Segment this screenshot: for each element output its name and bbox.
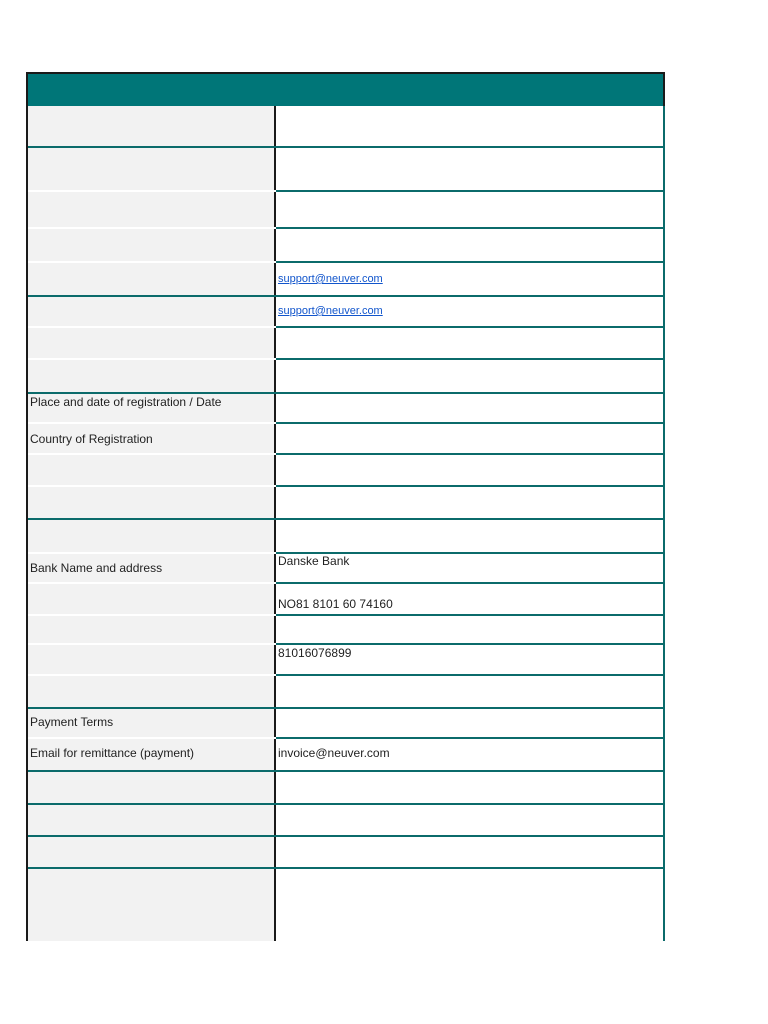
form-label-cell: [28, 676, 276, 707]
form-value-cell[interactable]: [276, 487, 663, 518]
form-row-13: [28, 520, 663, 552]
form-label-cell: [28, 584, 276, 614]
form-row-17: [28, 645, 663, 674]
remittance-email-value: invoice@neuver.com: [278, 746, 390, 760]
form-row-14: [28, 554, 663, 582]
form-label-cell: [28, 487, 276, 518]
form-value-cell[interactable]: [276, 229, 663, 261]
form-value-cell[interactable]: [276, 328, 663, 358]
form-label: Bank Name and address: [30, 561, 163, 575]
form-label: Country of Registration: [30, 432, 153, 446]
form-row-24: [28, 869, 663, 941]
form-value-cell[interactable]: [276, 676, 663, 707]
form-label-cell: [28, 739, 276, 770]
form-row-20: [28, 739, 663, 770]
form-row-21: [28, 772, 663, 803]
form-label-cell: [28, 424, 276, 453]
form-value-cell[interactable]: [276, 148, 663, 190]
form-value-cell[interactable]: [276, 584, 663, 614]
form-label-cell: [28, 394, 276, 422]
form-value-cell[interactable]: [276, 455, 663, 485]
table-right-border: [663, 106, 665, 941]
form-label-cell: [28, 106, 276, 146]
form-row-6: [28, 297, 663, 326]
form-label-cell: [28, 360, 276, 392]
form-label-cell: [28, 772, 276, 803]
form-row-12: [28, 487, 663, 518]
form-value-cell[interactable]: [276, 520, 663, 552]
form-row-10: [28, 424, 663, 453]
form-value-cell[interactable]: [276, 837, 663, 867]
support-email-link[interactable]: support@neuver.com: [278, 273, 383, 285]
form-value-cell[interactable]: [276, 805, 663, 835]
form-value-cell[interactable]: [276, 263, 663, 295]
form-label-cell: [28, 709, 276, 737]
form-row-1: [28, 106, 663, 146]
form-label: Email for remittance (payment): [30, 746, 195, 760]
form-value-cell[interactable]: [276, 772, 663, 803]
form-label-cell: [28, 805, 276, 835]
account-number-value: 81016076899: [278, 646, 352, 660]
form-value-cell[interactable]: [276, 554, 663, 582]
form-value-cell[interactable]: [276, 297, 663, 326]
bank-name-value: Danske Bank: [278, 554, 350, 568]
form-row-22: [28, 805, 663, 835]
form-label-cell: [28, 554, 276, 582]
form-label-cell: [28, 148, 276, 190]
form-label-cell: [28, 297, 276, 326]
form-label-cell: [28, 328, 276, 358]
form-label-cell: [28, 192, 276, 227]
form-label-cell: [28, 520, 276, 552]
table-header-band: [28, 74, 663, 106]
form-row-19: [28, 709, 663, 737]
form-value-cell[interactable]: [276, 106, 663, 146]
form-row-11: [28, 455, 663, 485]
form-value-cell[interactable]: [276, 709, 663, 737]
form-value-cell[interactable]: [276, 394, 663, 422]
form-value-cell[interactable]: [276, 739, 663, 770]
form-value-cell[interactable]: [276, 424, 663, 453]
form-label-cell: [28, 455, 276, 485]
form-label: Payment Terms: [30, 715, 114, 729]
form-row-4: [28, 229, 663, 261]
form-row-3: [28, 192, 663, 227]
form-label: Place and date of registration / Date: [30, 395, 222, 409]
form-row-5: [28, 263, 663, 295]
form-row-9: [28, 394, 663, 422]
form-row-8: [28, 360, 663, 392]
form-label-cell: [28, 645, 276, 674]
form-label-cell: [28, 837, 276, 867]
form-row-16: [28, 616, 663, 643]
vendor-form-table: [26, 72, 665, 941]
form-label-cell: [28, 869, 276, 941]
form-value-cell[interactable]: [276, 645, 663, 674]
form-label-cell: [28, 616, 276, 643]
form-value-cell[interactable]: [276, 360, 663, 392]
form-row-7: [28, 328, 663, 358]
form-value-cell[interactable]: [276, 192, 663, 227]
form-label-cell: [28, 263, 276, 295]
support-email-link[interactable]: support@neuver.com: [278, 305, 383, 317]
form-row-15: [28, 584, 663, 614]
form-row-23: [28, 837, 663, 867]
form-value-cell[interactable]: [276, 869, 663, 941]
form-row-18: [28, 676, 663, 707]
form-row-2: [28, 148, 663, 190]
iban-value: NO81 8101 60 74160: [278, 597, 393, 611]
form-label-cell: [28, 229, 276, 261]
form-value-cell[interactable]: [276, 616, 663, 643]
